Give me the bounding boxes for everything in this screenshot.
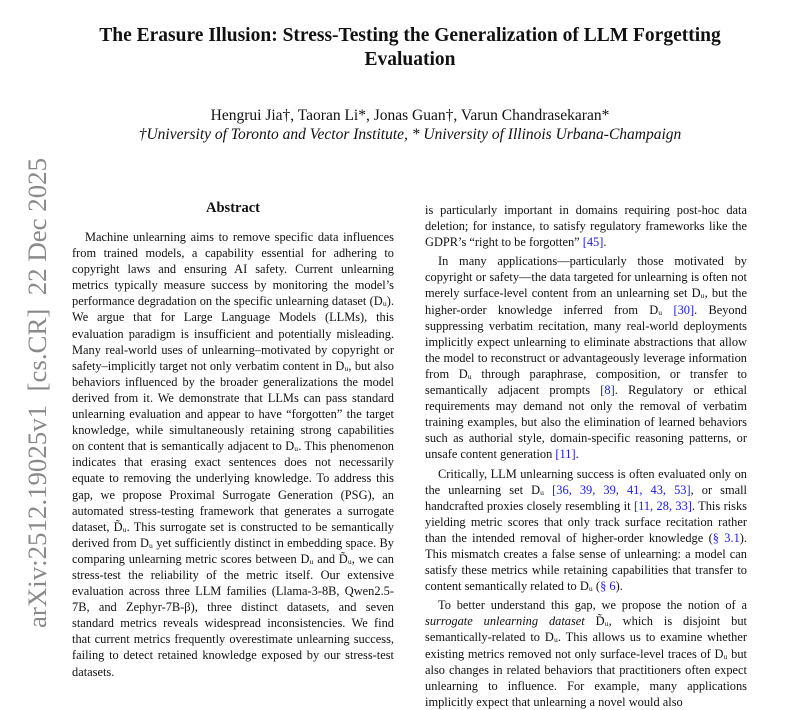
paragraph-text: . Regulatory or ethical requirements may demand not only the removal of verbatim training examples, but also the elimination of learned behaviors such as authorial style, domain-specific reasoning patterns, or unsafe content generation [425,383,747,462]
paragraph-text: Critically, LLM unlearning success is often evaluated only on the unlearning set Dᵤ [425,466,747,497]
intro-paragraph-2: In many applications—particularly those motivated by copyright or safety—the data targeted for unlearning is often not merely surface-level content from an unlearning set Dᵤ, but the higher-order knowledge inferred from Dᵤ [30]. Beyond suppressing verbatim recitation, many real-world deployments implicitly expect unlearning to eliminate abstractions that allow the model to reconstruct or advantageously leverage information from Dᵤ through paraphrase, composition, or transfer to semantically adjacent prompts [8]. Regulatory or ethical requirements may demand not only the removal of verbatim training examples, but also the elimination of learned behaviors such as authorial style, domain-specific reasoning patterns, or unsafe content generation [11]. [425,254,747,462]
paragraph-text: To better understand this gap, we propose the notion of a [438,598,747,613]
paragraph-text: is particularly important in domains requiring post-hoc data deletion; for instance, to satisfy regulatory frameworks like the GDPR’s “right to be forgotten” [425,203,747,250]
citation-link[interactable]: [11, 28, 33] [633,498,692,513]
paragraph-text: ). This mismatch creates a false sense of unlearning: a model can satisfy these metrics while retaining capabilities that transfer to content semantically related to Dᵤ ( [425,530,748,594]
citation-link[interactable]: [11] [555,447,576,462]
emphasized-term: surrogate unlearning dataset [425,614,585,629]
affiliation-list: †University of Toronto and Vector Institute, * University of Illinois Urbana-Champaign [138,126,682,143]
citation-link[interactable]: [45] [582,235,604,250]
paper-title: The Erasure Illusion: Stress-Testing the Generalization of LLM Forgetting Evaluation [99,25,721,70]
paragraph-text: , or small handcrafted proxies closely resembling it [425,482,747,513]
abstract-heading: Abstract [206,200,260,216]
section-reference-link[interactable]: § 3.1 [712,530,740,545]
citation-link[interactable]: [8] [600,383,615,398]
paragraph-text: . Beyond suppressing verbatim recitation, many real-world deployments implicitly expect unlearning to eliminate abstractions that allow the model to reconstruct or advantageously leverage information from Dᵤ through paraphrase, composition, or transfer to semantically adjacent prompts [425,302,747,398]
citation-link[interactable]: [30] [673,302,695,317]
arxiv-identifier-text: arXiv:2512.19025v1 [cs.CR] 22 Dec 2025 [23,173,52,628]
paragraph-text: D̃ᵤ, which is disjoint but semantically-related to Dᵤ. This allows us to examine whether existing metrics removed not only surface-level traces of Dᵤ but also changes in related behaviors that practitioners often expect unlearning to influence. For example, many applications implicitly expect that unlearning a novel would also [425,614,747,709]
author-list: Hengrui Jia†, Taoran Li*, Jonas Guan†, Varun Chandrasekaran* [210,107,610,124]
abstract-text: Machine unlearning aims to remove specific data influences from trained models, a capability essential for adhering to copyright laws and ensuring AI safety. Current unlearning metrics typically measure success by monitoring the model’s performance degradation on the specific unlearning dataset (Dᵤ). We argue that for Large Language Models (LLMs), this evaluation paradigm is insufficient and potentially misleading. Many real-world uses of unlearning–motivated by copyright or safety–implicitly target not only verbatim content in Dᵤ, but also behaviors influenced by the broader generalizations the model derived from it. We demonstrate that LLMs can pass standard unlearning evaluation and appear to have “forgotten” the target knowledge, while simultaneously retaining strong capabilities on content that is semantically adjacent to Dᵤ. This phenomenon indicates that erasing exact sentences does not necessarily equate to removing the underlying knowledge. To address this gap, we propose Proximal Surrogate Generation (PSG), an automated stress-testing framework that generates a surrogate dataset, D̃ᵤ. This surrogate set is constructed to be semantically derived from Dᵤ yet sufficiently distinct in embedding space. By comparing unlearning metric scores between Dᵤ and D̃ᵤ, we can stress-test the reliability of the metric itself. Our extensive evaluation across three LLM families (Llama-3-8B, Qwen2.5-7B, and Zephyr-7B-β), three distinct datasets, and seven standard metrics reveals widespread inconsistencies. We find that current metrics frequently overestimate unlearning success, failing to detect retained knowledge exposed by our stress-test datasets. [72,230,394,679]
section-reference-link[interactable]: § 6 [600,579,616,594]
citation-link[interactable]: [36, 39, 39, 41, 43, 53] [552,482,691,497]
right-column [425,202,747,710]
intro-paragraph-3: Critically, LLM unlearning success is often evaluated only on the unlearning set Dᵤ [36, 39, 39, 41, 43, 53], or small handcrafted proxies closely resembling it [11, 28, 33]. This risks yielding metric scores that only track surface recitation rather than the intended removal of higher-order knowledge (§ 3.1). This mismatch creates a false sense of unlearning: a model can satisfy these metrics while retaining capabilities that transfer to content semantically related to Dᵤ (§ 6). [425,466,748,594]
paragraph-text: . This risks yielding metric scores that only track surface recitation rather than the intended removal of higher-order knowledge ( [425,498,747,545]
left-column [72,198,394,680]
arxiv-identifier-stamp [18,0,54,699]
intro-paragraph-1: is particularly important in domains requiring post-hoc data deletion; for instance, to satisfy regulatory frameworks like the GDPR’s “right to be forgotten” [45]. [425,203,747,250]
paragraph-text: In many applications—particularly those motivated by copyright or safety—the data targeted for unlearning is often not merely surface-level content from an unlearning set Dᵤ, but the higher-order knowledge inferred from Dᵤ [425,254,747,317]
intro-paragraph-4 [425,597,747,710]
